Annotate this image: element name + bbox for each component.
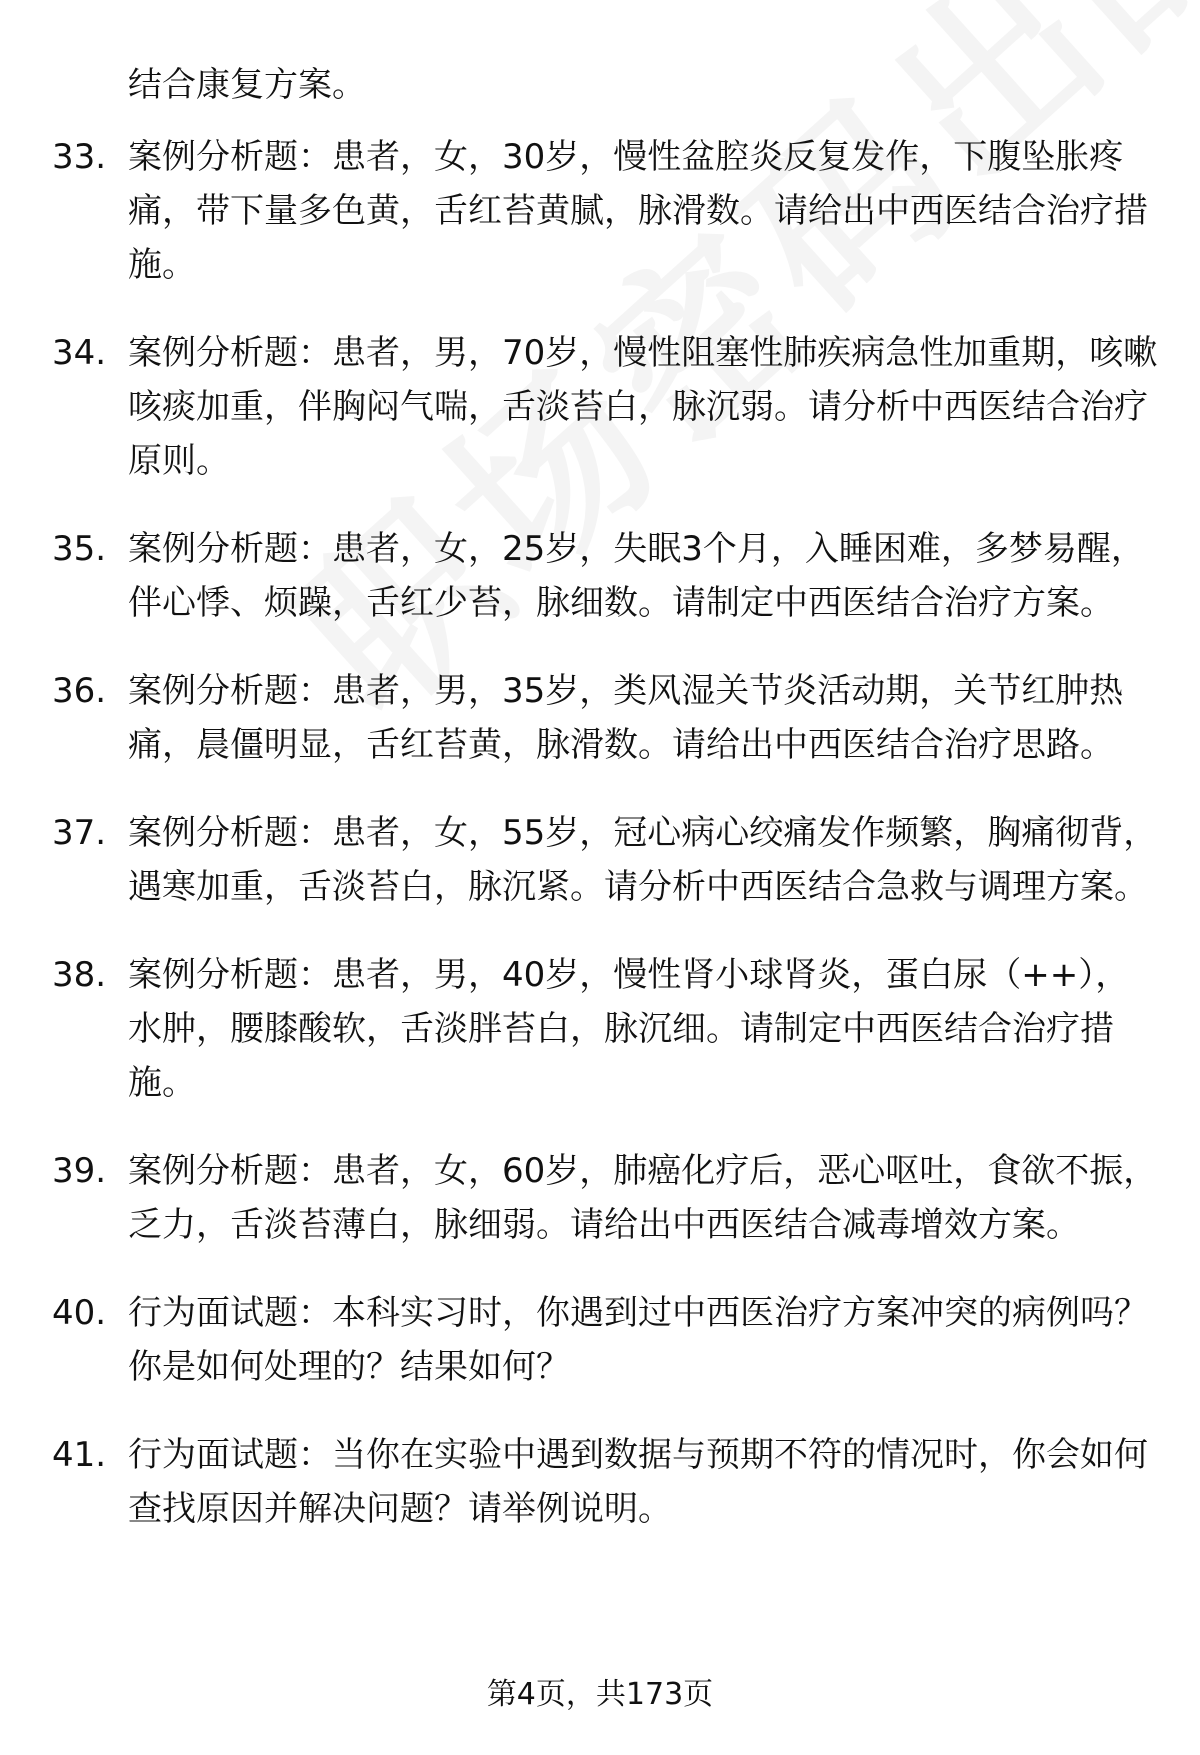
question-number: 41. xyxy=(52,1435,107,1475)
list-item xyxy=(0,1428,1200,1536)
question-number: 34. xyxy=(52,333,107,373)
question-text: 行为面试题：本科实习时，你遇到过中西医治疗方案冲突的病例吗？你是如何处理的？结果如何？ xyxy=(128,1293,1148,1387)
question-text: 案例分析题：患者，女，60岁，肺癌化疗后，恶心呕吐，食欲不振，乏力，舌淡苔薄白，脉细弱。请给出中西医结合减毒增效方案。 xyxy=(128,1151,1158,1245)
question-number: 36. xyxy=(52,671,107,711)
question-text: 行为面试题：当你在实验中遇到数据与预期不符的情况时，你会如何查找原因并解决问题？请举例说明。 xyxy=(128,1435,1148,1529)
question-number: 40. xyxy=(52,1293,107,1333)
question-text: 案例分析题：患者，男，40岁，慢性肾小球肾炎，蛋白尿（++），水肿，腰膝酸软，舌淡胖苔白，脉沉细。请制定中西医结合治疗措施。 xyxy=(128,955,1130,1103)
question-number: 39. xyxy=(52,1151,107,1191)
continuation-text: 结合康复方案。 xyxy=(128,65,366,105)
list-item xyxy=(0,948,1200,1110)
question-number: 38. xyxy=(52,955,107,995)
question-list xyxy=(0,130,1200,1570)
page-footer: 第4页，共173页 xyxy=(486,1677,714,1712)
list-item xyxy=(0,806,1200,914)
list-item xyxy=(0,664,1200,772)
question-text: 案例分析题：患者，男，35岁，类风湿关节炎活动期，关节红肿热痛，晨僵明显，舌红苔黄，脉滑数。请给出中西医结合治疗思路。 xyxy=(128,671,1124,765)
question-text: 案例分析题：患者，女，30岁，慢性盆腔炎反复发作，下腹坠胀疼痛，带下量多色黄，舌红苔黄腻，脉滑数。请给出中西医结合治疗措施。 xyxy=(128,137,1148,285)
list-item xyxy=(0,522,1200,630)
question-number: 37. xyxy=(52,813,107,853)
list-item xyxy=(0,326,1200,488)
list-item xyxy=(0,130,1200,292)
question-number: 33. xyxy=(52,137,107,177)
question-text: 案例分析题：患者，女，55岁，冠心病心绞痛发作频繁，胸痛彻背，遇寒加重，舌淡苔白，脉沉紧。请分析中西医结合急救与调理方案。 xyxy=(128,813,1158,907)
list-item xyxy=(0,1144,1200,1252)
question-text: 案例分析题：患者，女，25岁，失眠3个月，入睡困难，多梦易醒，伴心悸、烦躁，舌红少苔，脉细数。请制定中西医结合治疗方案。 xyxy=(128,529,1145,623)
question-number: 35. xyxy=(52,529,107,569)
question-text: 案例分析题：患者，男，70岁，慢性阻塞性肺疾病急性加重期，咳嗽咳痰加重，伴胸闷气喘，舌淡苔白，脉沉弱。请分析中西医结合治疗原则。 xyxy=(128,333,1158,481)
list-item xyxy=(0,1286,1200,1394)
